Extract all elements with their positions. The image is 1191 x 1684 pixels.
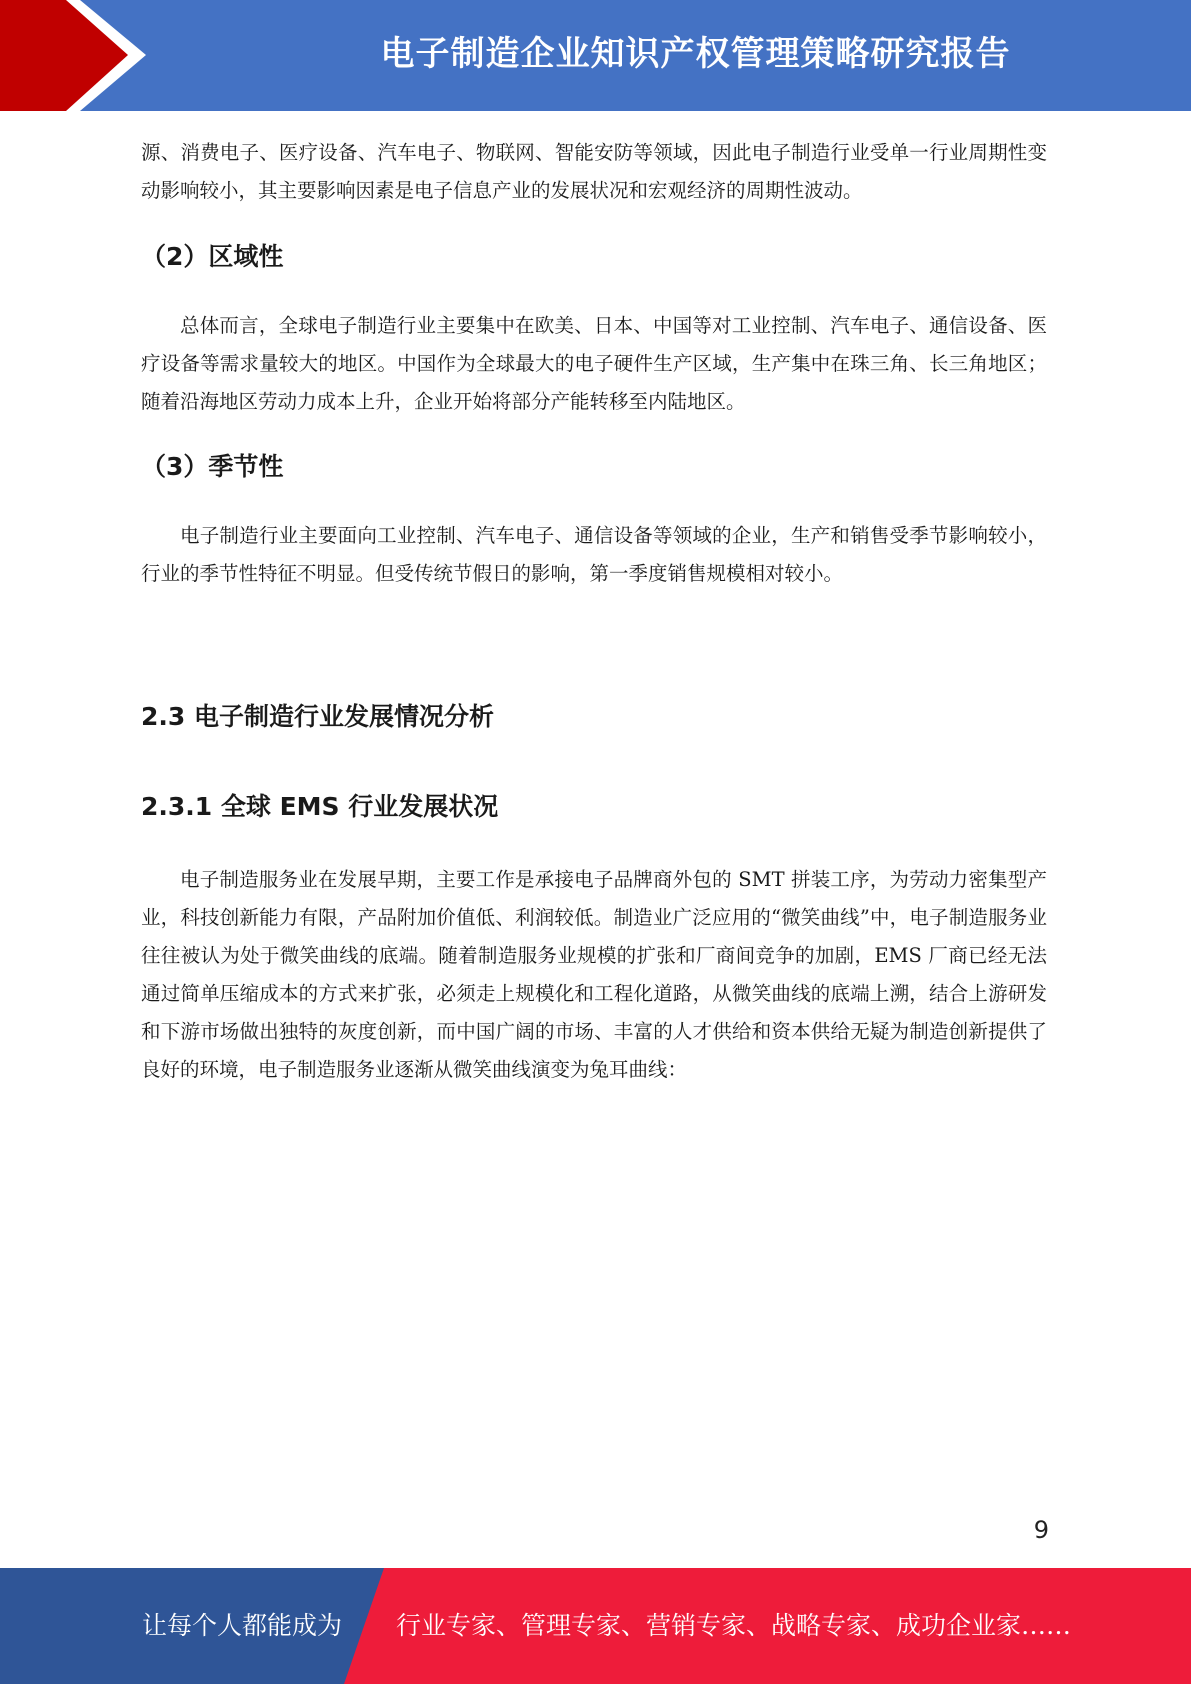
section-heading-2-3: 2.3 电子制造行业发展情况分析 (141, 702, 494, 731)
seasonal-paragraph: 电子制造行业主要面向工业控制、汽车电子、通信设备等领域的企业，生产和销售受季节影响较小，行业的季节性特征不明显。但受传统节假日的影响，第一季度销售规模相对较小。 (141, 524, 1047, 585)
header-chevron-decoration (0, 0, 160, 111)
footer-banner (0, 1568, 1191, 1684)
ems-paragraph: 电子制造服务业在发展早期，主要工作是承接电子品牌商外包的 SMT 拼装工序，为劳动力密集型产业，科技创新能力有限，产品附加价值低、利润较低。制造业广泛应用的“微笑曲线”中，电子制造服务业往往被认为处于微笑曲线的底端。随着制造服务业规模的扩张和厂商间竞争的加剧，EMS 厂商已经无法通过简单压缩成本的方式来扩张，必须走上规模化和工程化道路，从微笑曲线的底端上溯，结合上游研发和下游市场做出独特的灰度创新，而中国广阔的市场、丰富的人才供给和资本供给无疑为制造创新提供了良好的环境，电子制造服务业逐渐从微笑曲线演变为兔耳曲线： (141, 868, 1047, 1081)
intro-paragraph: 源、消费电子、医疗设备、汽车电子、物联网、智能安防等领域，因此电子制造行业受单一行业周期性变动影响较小，其主要影响因素是电子信息产业的发展状况和宏观经济的周期性波动。 (141, 141, 1047, 202)
heading-regional: （2）区域性 (141, 242, 284, 271)
footer-slogan-right: 行业专家、管理专家、营销专家、战略专家、成功企业家…… (396, 1611, 1072, 1640)
section-heading-2-3-1: 2.3.1 全球 EMS 行业发展状况 (141, 792, 499, 821)
page-number: 9 (1033, 1516, 1049, 1544)
heading-seasonal: （3）季节性 (141, 452, 284, 481)
footer-slogan-left: 让每个人都能成为 (142, 1611, 343, 1640)
page-content (141, 134, 1047, 1089)
report-title: 电子制造企业知识产权管理策略研究报告 (380, 34, 1011, 74)
regional-paragraph: 总体而言，全球电子制造行业主要集中在欧美、日本、中国等对工业控制、汽车电子、通信设备、医疗设备等需求量较大的地区。中国作为全球最大的电子硬件生产区域，生产集中在珠三角、长三角地区；随着沿海地区劳动力成本上升，企业开始将部分产能转移至内陆地区。 (141, 314, 1047, 413)
header-banner (0, 0, 1191, 111)
